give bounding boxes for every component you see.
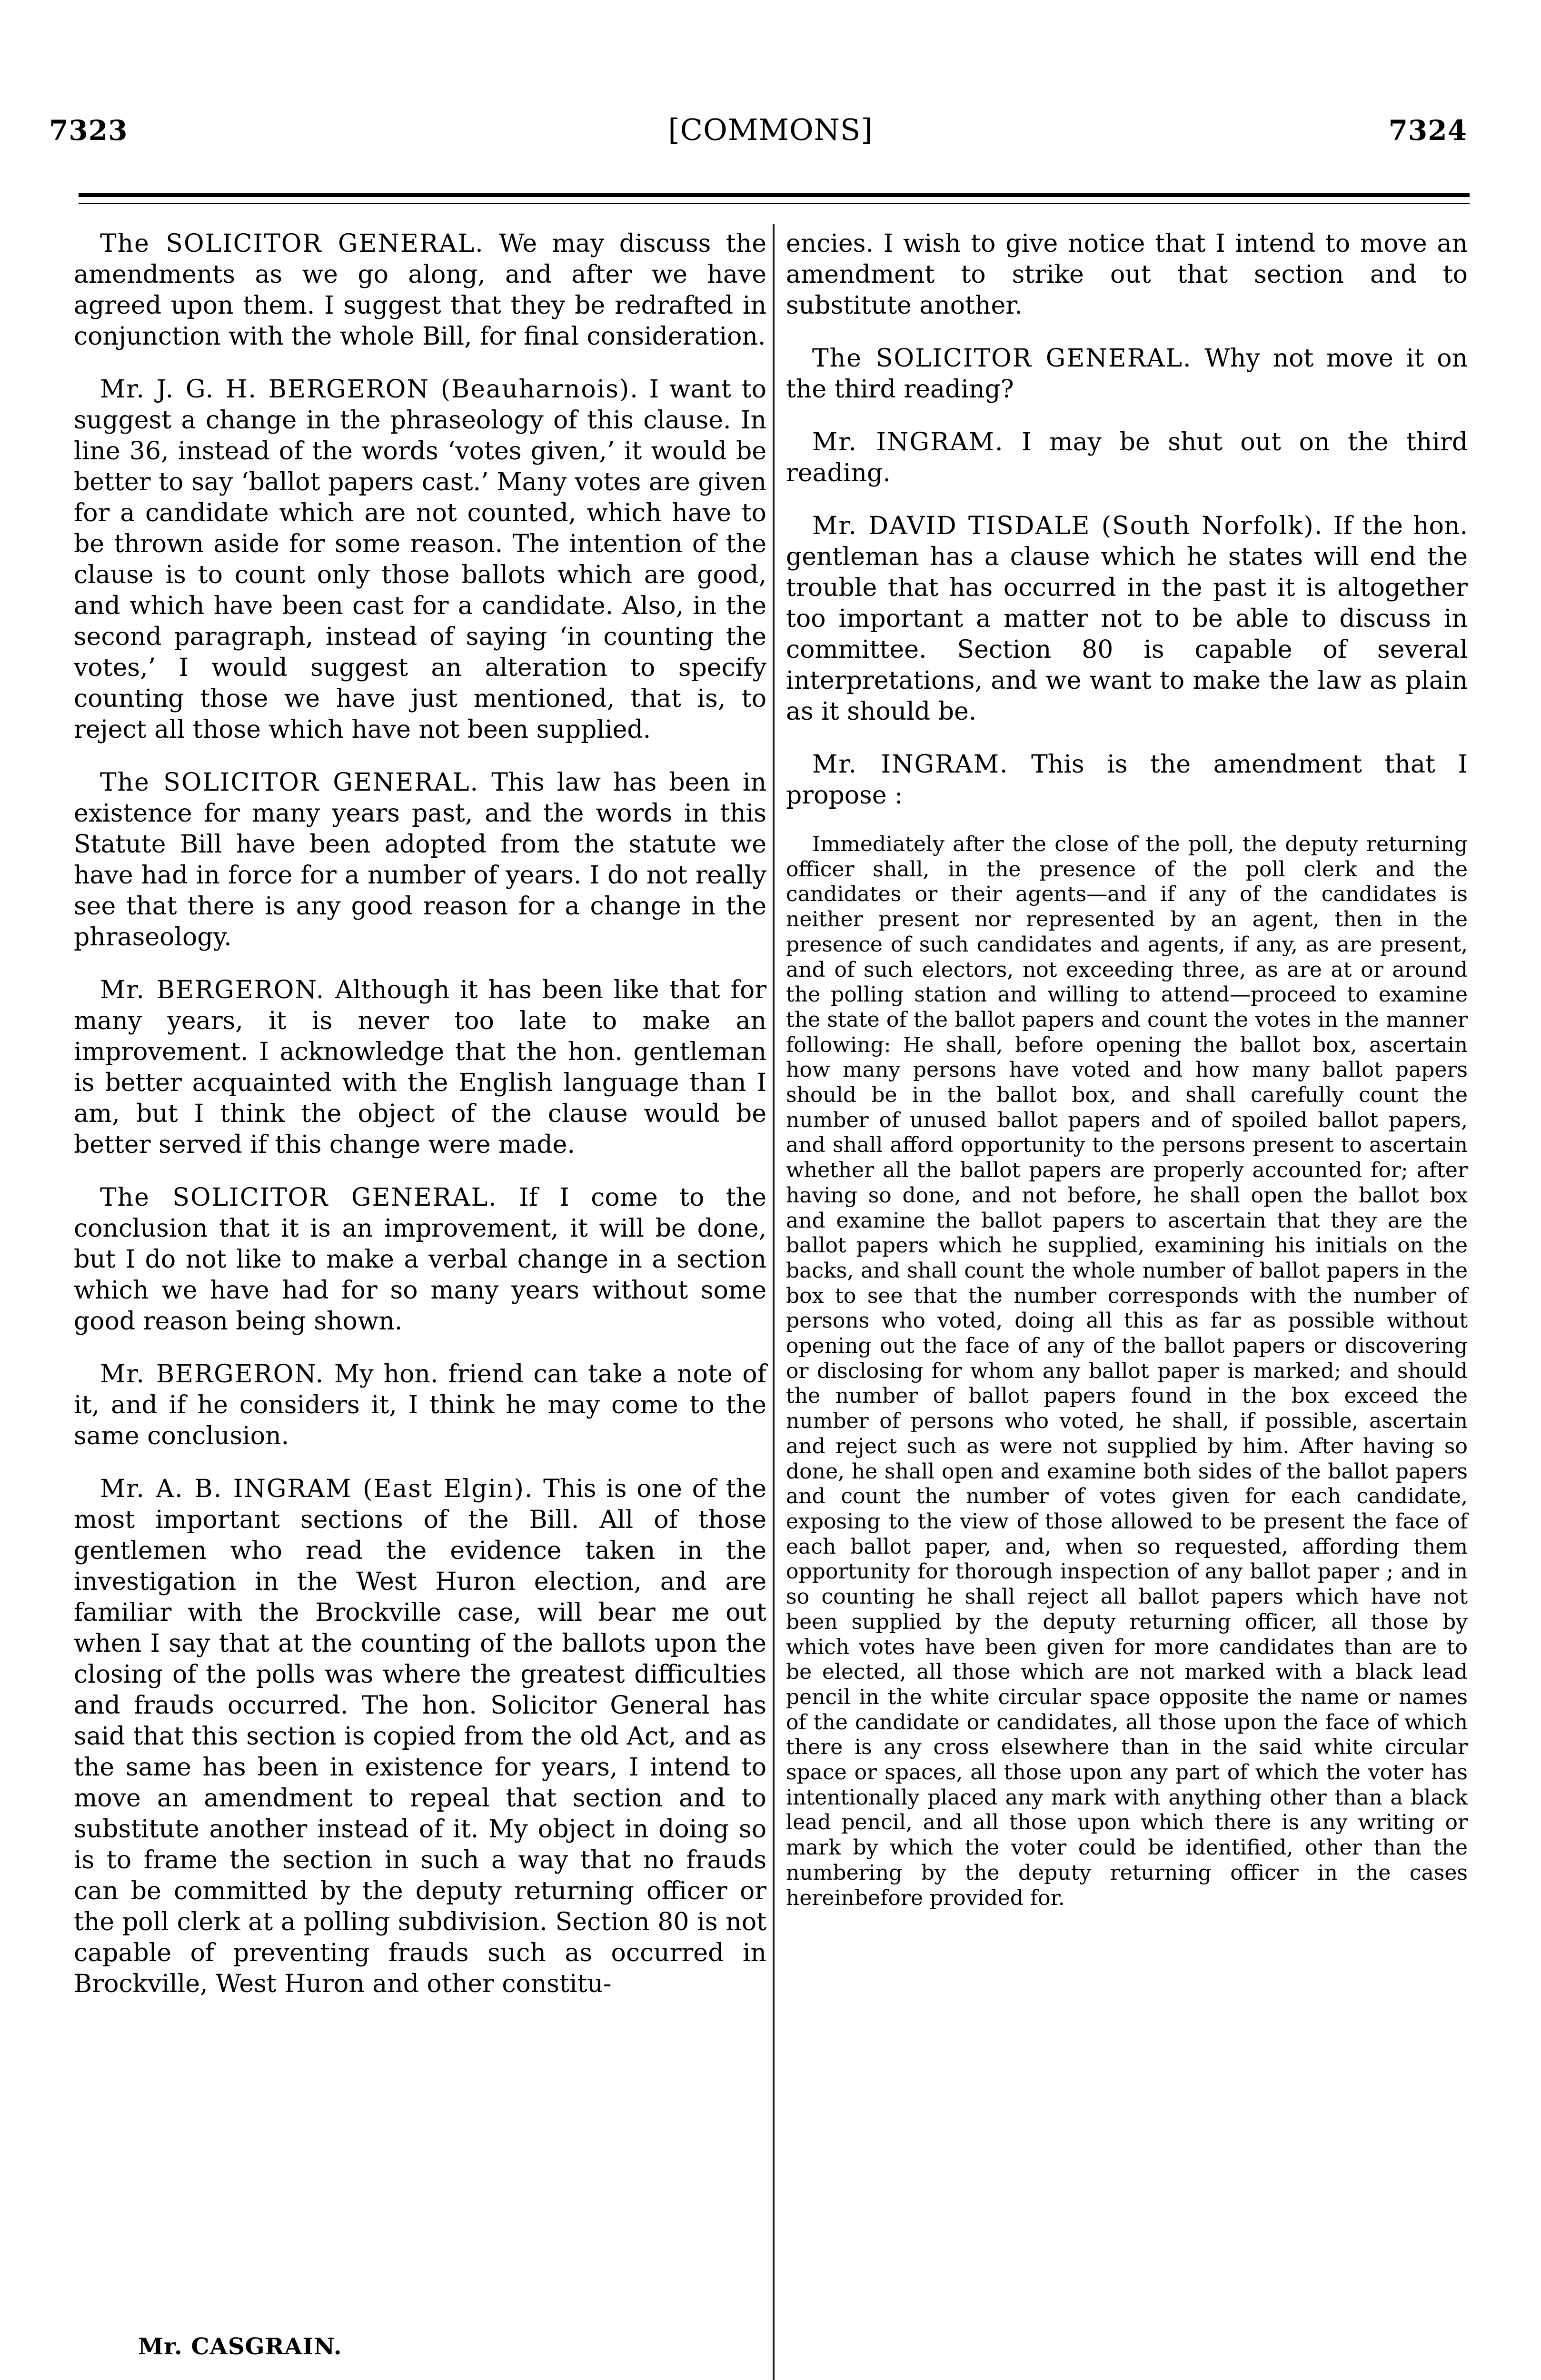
speaker-name: The SOLICITOR GENERAL. xyxy=(812,344,1192,373)
running-head: [COMMONS] xyxy=(668,112,873,147)
column-divider xyxy=(773,224,775,2380)
speech-text: Although it has been like that for many years, it is never too late to make an improvement. I acknowledge that the hon. gentleman is better acquainted with the English language than I am, but I think the object of the clause would be better served if this change were made. xyxy=(74,976,766,1159)
paragraph xyxy=(74,767,766,953)
paragraph xyxy=(786,511,1468,727)
paragraph xyxy=(786,427,1468,489)
paragraph xyxy=(74,975,766,1160)
paragraph xyxy=(74,1359,766,1452)
speaker-name: Mr. BERGERON. xyxy=(100,1360,325,1388)
right-column xyxy=(786,228,1468,1911)
speech-text: I may be shut out on the third reading. xyxy=(786,428,1468,487)
paragraph xyxy=(74,1474,766,2000)
header-rule-thick xyxy=(79,193,1470,197)
speech-text: This is one of the most important sections of the Bill. All of those gentlemen who read the evidence taken in the investigation in the West Huron election, and are familiar with the Brockville case, will bear me out when I say that at the counting of the ballots upon the closing of the polls was where the greatest difficulties and frauds occurred. The hon. Solicitor General has said that this section is copied from the old Act, and as the same has been in existence for years, I intend to move an amendment to repeal that section and to substitute another instead of it. My object in doing so is to frame the section in such a way that no frauds can be committed by the deputy returning officer or the poll clerk at a polling subdivision. Section 80 is not capable of preventing frauds such as occurred in Brockville, West Huron and other constitu- xyxy=(74,1475,766,1998)
page-number-left: 7323 xyxy=(49,114,128,147)
speech-text: This is the amendment that I propose : xyxy=(786,750,1468,810)
left-column xyxy=(74,228,766,2000)
speech-text: My hon. friend can take a note of it, and if he considers it, I think he may come to the same conclusion. xyxy=(74,1360,766,1450)
paragraph xyxy=(74,228,766,352)
speaker-name: The SOLICITOR GENERAL. xyxy=(100,768,479,797)
speech-text: encies. I wish to give notice that I intend to move an amendment to strike out that section and to substitute another. xyxy=(786,229,1468,320)
speaker-name: Mr. INGRAM. xyxy=(812,428,1004,456)
speaker-name: The SOLICITOR GENERAL. xyxy=(100,1183,497,1212)
speech-text: We may discuss the amendments as we go along, and after we have agreed upon them. I suggest that they be redrafted in conjunction with the whole Bill, for final consideration. xyxy=(74,229,766,351)
speaker-name: Mr. DAVID TISDALE (South Norfolk). xyxy=(812,512,1323,540)
speaker-name: Mr. A. B. INGRAM (East Elgin). xyxy=(100,1475,534,1503)
speech-text: If the hon. gentleman has a clause which he states will end the trouble that has occurred in the past it is altogether too important a matter not to be able to discuss in committee. Section 80 is capable of several interpretations, and we want to make the law as plain as it should be. xyxy=(786,512,1468,726)
speech-text: If I come to the conclusion that it is an improvement, it will be done, but I do not like to make a verbal change in a section which we have had for so many years without some good reason being shown. xyxy=(74,1183,766,1336)
speech-text: I want to suggest a change in the phraseology of this clause. In line 36, instead of the words ‘votes given,’ it would be better to say ‘ballot papers cast.’ Many votes are given for a candidate which are not counted, which have to be thrown aside for some reason. The intention of the clause is to count only those ballots which are good, and which have been cast for a candidate. Also, in the second paragraph, instead of saying ‘in counting the votes,’ I would suggest an alteration to specify counting those we have just mentioned, that is, to reject all those which have not been supplied. xyxy=(74,375,766,744)
catchword-footer: Mr. CASGRAIN. xyxy=(138,2333,342,2360)
paragraph xyxy=(786,749,1468,811)
speech-text: This law has been in existence for many years past, and the words in this Statute Bill have been adopted from the statute we have had in force for a number of years. I do not really see that there is any good reason for a change in the phraseology. xyxy=(74,768,766,952)
paragraph xyxy=(74,374,766,745)
speaker-name: Mr. INGRAM. xyxy=(812,750,1009,779)
speaker-name: Mr. J. G. H. BERGERON (Beauharnois). xyxy=(100,375,639,404)
quoted-amendment: Immediately after the close of the poll, the deputy returning officer shall, in the presence of the poll clerk and the candidates or their agents—and if any of the candidates is neither present nor represented by an agent, then in the presence of such candidates and agents, if any, as are present, and of such electors, not exceeding three, as are at or around the polling station and willing to attend—proceed to examine the state of the ballot papers and count the votes in the manner following: He shall, before opening the ballot box, ascertain how many persons have voted and how many ballot papers should be in the ballot box, and shall carefully count the number of unused ballot papers and of spoiled ballot papers, and shall afford opportunity to the persons present to ascertain whether all the ballot papers are properly accounted for; after having so done, and not before, he shall open the ballot box and examine the ballot papers to ascertain that they are the ballot papers which he supplied, examining his initials on the backs, and shall count the whole number of ballot papers in the box to see that the number corresponds with the number of persons who voted, doing all this as far as possible without opening out the face of any of the ballot papers or discovering or disclosing for whom any ballot paper is marked; and should the number of ballot papers found in the box exceed the number of persons who voted, he shall, if possible, ascertain and reject such as were not supplied by him. After having so done, he shall open and examine both sides of the ballot papers and count the number of votes given for each candidate, exposing to the view of those allowed to be present the face of each ballot paper, and, when so requested, affording them opportunity for thorough inspection of any ballot paper ; and in so counting he shall reject all ballot papers which have not been supplied by the deputy returning officer, all those by which votes have been given for more candidates than are to be elected, all those which are not marked with a black lead pencil in the white circular space opposite the name or names of the candidate or candidates, all those upon the face of which there is any cross elsewhere than in the said white circular space or spaces, all those upon any part of which the voter has intentionally placed any mark with anything other than a black lead pencil, and all those upon which there is any writing or mark by which the voter could be identified, other than the numbering by the deputy returning officer in the cases hereinbefore provided for. xyxy=(786,832,1468,1910)
paragraph xyxy=(786,343,1468,405)
paragraph xyxy=(786,228,1468,321)
paragraph xyxy=(74,1182,766,1337)
speech-text: Why not move it on the third reading? xyxy=(786,344,1468,404)
speaker-name: Mr. BERGERON. xyxy=(100,976,325,1004)
page-number-right: 7324 xyxy=(1388,114,1467,147)
speaker-name: The SOLICITOR GENERAL. xyxy=(100,229,484,258)
header-rule-thin xyxy=(79,203,1470,204)
